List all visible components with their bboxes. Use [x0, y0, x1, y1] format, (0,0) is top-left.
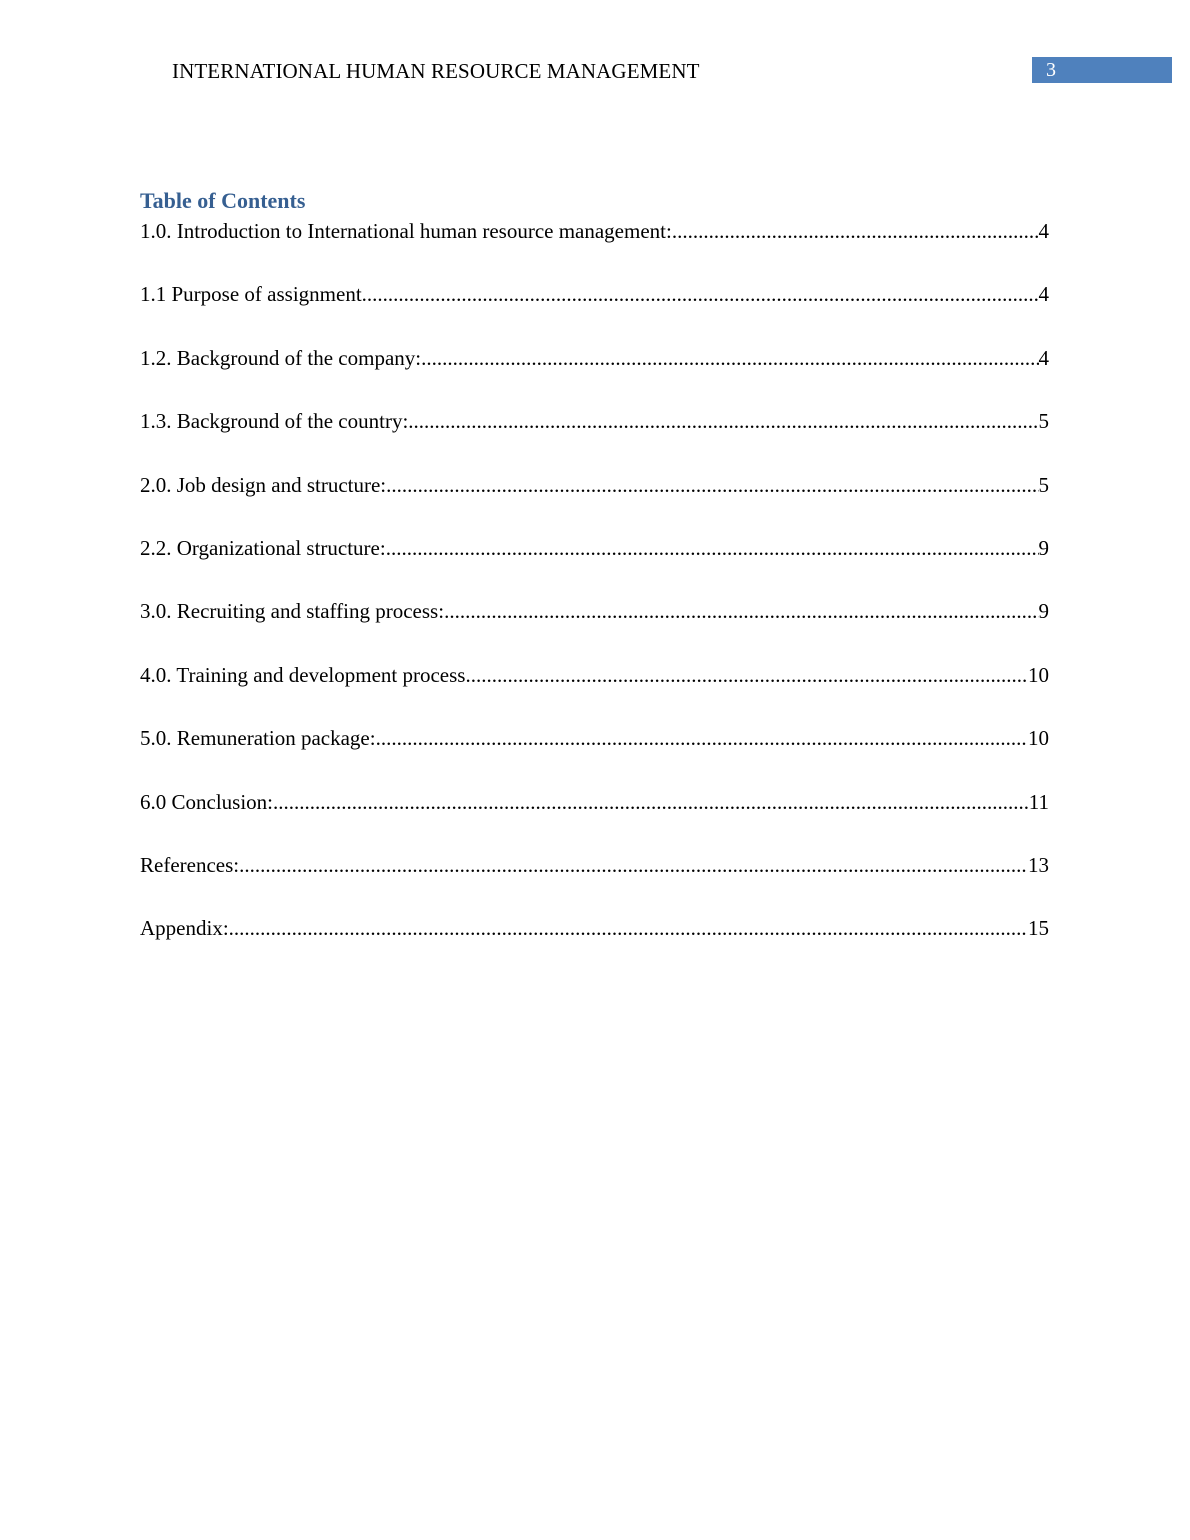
toc-dot-leader: [386, 533, 1039, 563]
toc-entry-label: 2.0. Job design and structure:: [140, 472, 387, 497]
toc-entry-remuneration[interactable]: [140, 723, 1049, 786]
toc-entry-page: 9: [1038, 599, 1049, 624]
toc-dot-leader: [672, 216, 1039, 246]
toc-dot-leader: [386, 470, 1038, 500]
toc-dot-leader: [239, 850, 1028, 880]
toc-entry-label: 1.0. Introduction to International human resource management:: [140, 219, 672, 243]
toc-entry-job-design[interactable]: [140, 470, 1049, 533]
toc-entry-label: 1.2. Background of the company:: [140, 345, 422, 370]
toc-entry-page: 5: [1038, 409, 1049, 434]
toc-entry-label: 4.0. Training and development process: [140, 662, 466, 687]
toc-entry-company-background[interactable]: [140, 343, 1049, 406]
toc-entry-page: 4: [1038, 282, 1049, 307]
toc-entry-label: 1.1 Purpose of assignment: [140, 282, 362, 307]
toc-dot-leader: [273, 787, 1029, 817]
toc-entry-recruiting[interactable]: [140, 596, 1049, 659]
running-header-title: INTERNATIONAL HUMAN RESOURCE MANAGEMENT: [172, 59, 700, 83]
toc-entry-appendix[interactable]: [140, 913, 1049, 976]
toc-entry-label: 1.3. Background of the country:: [140, 409, 409, 434]
toc-entry-references[interactable]: [140, 850, 1049, 913]
toc-entry-label: 6.0 Conclusion:: [140, 789, 274, 814]
toc-dot-leader: [421, 343, 1038, 373]
toc-entry-purpose[interactable]: [140, 279, 1049, 342]
toc-entry-page: 9: [1038, 535, 1049, 560]
toc-entry-page: 10: [1028, 726, 1049, 751]
toc-dot-leader: [376, 723, 1028, 753]
page-number-badge: [1032, 57, 1172, 83]
toc-entry-label: 5.0. Remuneration package:: [140, 726, 376, 751]
toc-entry-label: Appendix:: [140, 916, 229, 941]
toc-entry-country-background[interactable]: [140, 406, 1049, 469]
toc-dot-leader: [229, 913, 1028, 943]
table-of-contents: [140, 216, 1049, 977]
toc-dot-leader: [362, 279, 1039, 309]
toc-entry-introduction[interactable]: [140, 216, 1049, 279]
toc-entry-label: 2.2. Organizational structure:: [140, 535, 386, 560]
toc-entry-training[interactable]: [140, 660, 1049, 723]
toc-dot-leader: [444, 596, 1038, 626]
toc-entry-label: References:: [140, 852, 240, 877]
toc-entry-page: 5: [1038, 472, 1049, 497]
toc-entry-page: 13: [1028, 852, 1049, 877]
toc-heading: Table of Contents: [140, 188, 306, 213]
toc-entry-page: 4: [1038, 345, 1049, 370]
toc-entry-page: 10: [1028, 662, 1049, 687]
toc-entry-page: 4: [1038, 219, 1049, 243]
toc-entry-conclusion[interactable]: [140, 787, 1049, 850]
toc-entry-label: 3.0. Recruiting and staffing process:: [140, 599, 445, 624]
toc-entry-page: 11: [1028, 789, 1049, 814]
toc-dot-leader: [408, 406, 1038, 436]
toc-entry-organizational-structure[interactable]: [140, 533, 1049, 596]
page-number: 3: [1046, 59, 1056, 81]
toc-dot-leader: [465, 660, 1028, 690]
toc-entry-page: 15: [1028, 916, 1049, 941]
